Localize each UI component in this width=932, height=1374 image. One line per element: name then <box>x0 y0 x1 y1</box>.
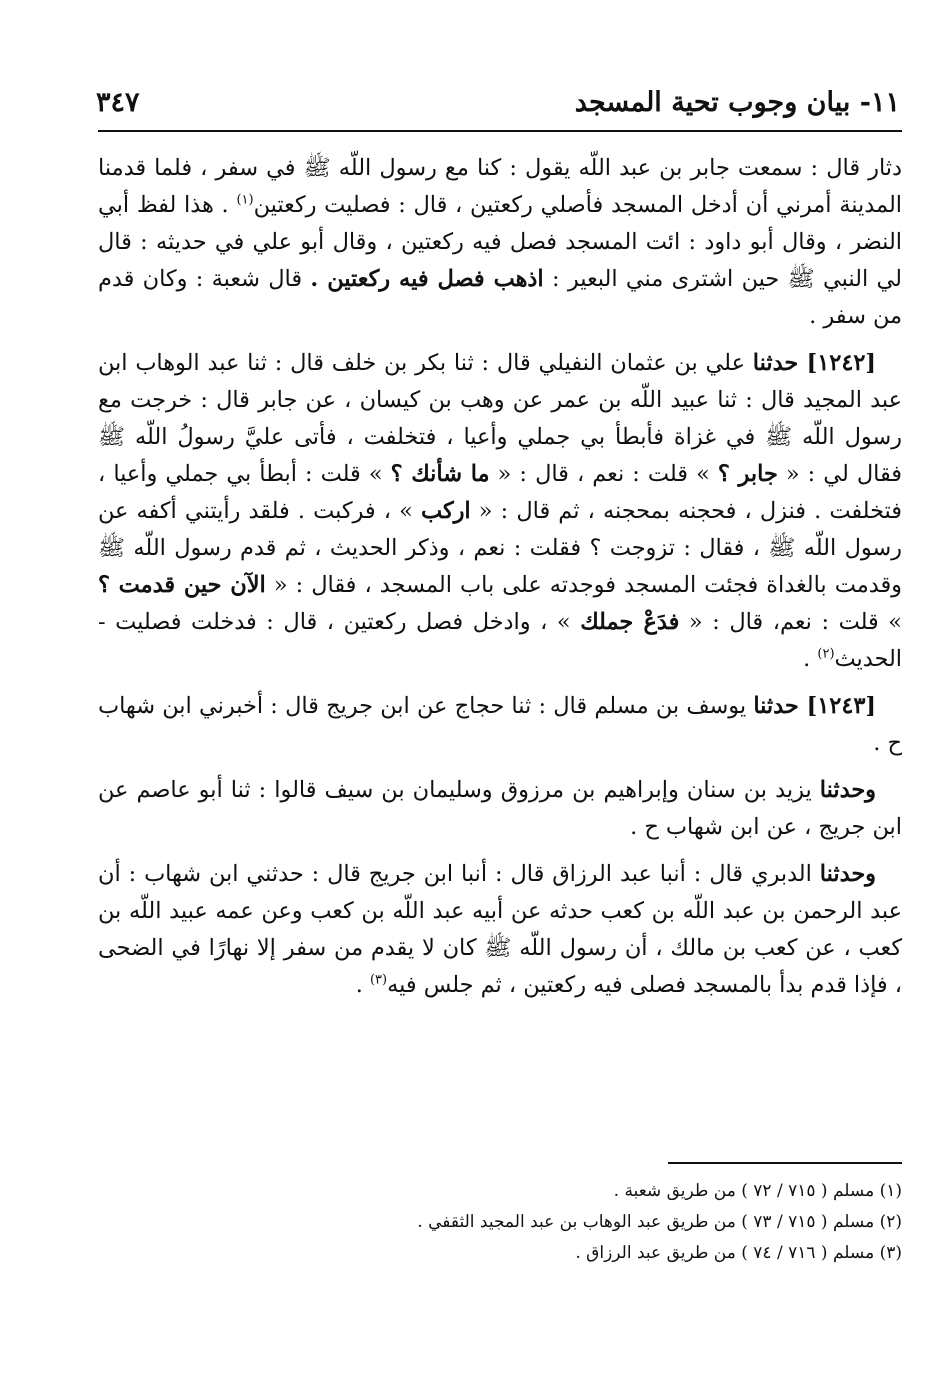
hadith-chain-3 <box>98 856 902 1004</box>
hadith-1243 <box>98 688 902 762</box>
footnotes <box>98 1176 902 1269</box>
page-number: ٣٤٧ <box>96 86 140 118</box>
text-run: » قلت : أبطأ بي جملي وأعيا ، فتخلفت . فنزل ، فحجنه بمحجنه ، ثم قال : « <box>98 461 902 524</box>
hadith-1242 <box>98 345 902 678</box>
footnote-marker: (٢) <box>817 646 835 662</box>
text-run: » ، فركبت . فلقد رأيتني أكفه عن رسول اللّه ﷺ ، فقال : تزوجت ؟ فقلت : نعم ، وذكر الحديث ، ثم قدم رسول اللّه ﷺ وقدمت بالغداة فجئت المسجد فوجدته على باب المسجد ، فقال : « <box>98 498 902 598</box>
paragraph <box>98 150 902 335</box>
hadith-chain-2 <box>98 772 902 846</box>
bold-phrase: فدَعْ جملك <box>580 609 680 635</box>
bold-phrase: وحدثنا <box>819 777 876 803</box>
bold-phrase: اركب <box>420 498 471 524</box>
text-run: » ، وادخل فصل ركعتين ، قال : فدخلت فصليت - الحديث <box>98 609 902 672</box>
footnote-divider <box>668 1162 902 1164</box>
text-run: يوسف بن مسلم قال : ثنا حجاج عن ابن جريج قال : أخبرني ابن شهاب ح . <box>98 693 902 756</box>
bold-phrase: اذهب فصل فيه ركعتين . <box>310 266 544 292</box>
bold-phrase: الآن حين قدمت ؟ <box>98 572 266 598</box>
footnote-2: (٢) مسلم ( ٧١٥ / ٧٣ ) من طريق عبد الوهاب بن عبد المجيد الثقفي . <box>417 1212 902 1232</box>
text-run: » قلت : نعم ، قال : « <box>489 461 718 487</box>
text-run: الدبري قال : أنبا عبد الرزاق قال : أنبا ابن جريج قال : حدثني ابن شهاب : أن عبد الرحمن بن عبد اللّه بن كعب حدثه عن أبيه عبد اللّه بن كعب وعن عمه عبيد اللّه بن كعب ، عن كعب بن مالك ، أن رسول اللّه ﷺ كان لا يقدم من سفر إلا نهارًا في الضحى ، فإذا قدم بدأ بالمسجد فصلى فيه ركعتين ، ثم جلس فيه <box>98 861 902 998</box>
text-run: قال شعبة : وكان قدم من سفر . <box>98 266 902 329</box>
bold-phrase: ما شأنك ؟ <box>390 461 490 487</box>
page-header <box>96 80 900 124</box>
text-run: . <box>803 646 818 672</box>
footnote-marker: (٣) <box>369 972 388 988</box>
text-run: دثار قال : سمعت جابر بن عبد اللّه يقول : كنا مع رسول اللّه ﷺ في سفر ، فلما قدمنا المدينة أمرني أن أدخل المسجد فأصلي ركعتين ، قال : فصليت ركعتين <box>98 155 902 218</box>
text-run: . <box>355 972 370 998</box>
chapter-title: ١١- بيان وجوب تحية المسجد <box>574 86 900 118</box>
bold-phrase: [١٢٤٣] حدثنا <box>753 693 876 719</box>
text-run: » قلت : نعم، قال : « <box>679 609 902 635</box>
text-run: يزيد بن سنان وإبراهيم بن مرزوق وسليمان بن سيف قالوا : ثنا أبو عاصم عن ابن جريج ، عن ابن شهاب ح . <box>98 777 902 840</box>
text-run: علي بن عثمان النفيلي قال : ثنا بكر بن خلف قال : ثنا عبد الوهاب ابن عبد المجيد قال : ثنا عبيد اللّه بن عمر عن وهب بن كيسان ، عن جابر قال : خرجت مع رسول اللّه ﷺ في غزاة فأبطأ بي جملي وأعيا ، فتخلفت ، فأتى عليَّ رسولُ اللّه ﷺ فقال لي : « <box>98 350 902 487</box>
bold-phrase: وحدثنا <box>819 861 876 887</box>
header-divider <box>98 130 902 132</box>
main-text <box>98 150 902 1014</box>
footnote-marker: (١) <box>236 192 254 208</box>
footnote-3: (٣) مسلم ( ٧١٦ / ٧٤ ) من طريق عبد الرزاق . <box>575 1243 902 1263</box>
footnote-1: (١) مسلم ( ٧١٥ / ٧٢ ) من طريق شعبة . <box>613 1181 902 1201</box>
bold-phrase: جابر ؟ <box>717 461 778 487</box>
bold-phrase: [١٢٤٢] حدثنا <box>752 350 876 376</box>
text-run: . هذا لفظ أبي النضر ، وقال أبو داود : ائت المسجد فصل فيه ركعتين ، وقال أبو علي في حديثه : قال لي النبي ﷺ حين اشترى مني البعير : <box>98 192 902 292</box>
